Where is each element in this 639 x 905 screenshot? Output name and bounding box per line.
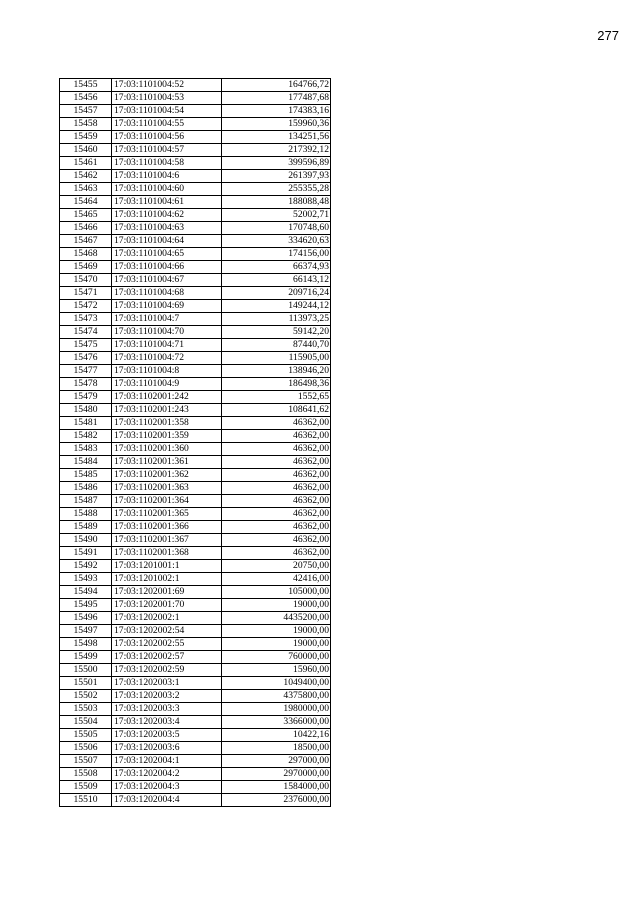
cadastral-number-cell: 17:03:1101004:7	[112, 313, 222, 326]
value-amount-cell: 115905,00	[222, 352, 331, 365]
row-number-cell: 15475	[60, 339, 112, 352]
cadastral-number-cell: 17:03:1101004:8	[112, 365, 222, 378]
cadastral-number-cell: 17:03:1101004:6	[112, 170, 222, 183]
row-number-cell: 15492	[60, 560, 112, 573]
value-amount-cell: 46362,00	[222, 534, 331, 547]
cadastral-number-cell: 17:03:1202003:3	[112, 703, 222, 716]
row-number-cell: 15505	[60, 729, 112, 742]
cadastral-number-cell: 17:03:1101004:9	[112, 378, 222, 391]
value-amount-cell: 66143,12	[222, 274, 331, 287]
value-amount-cell: 1552,65	[222, 391, 331, 404]
cadastral-number-cell: 17:03:1101004:69	[112, 300, 222, 313]
row-number-cell: 15455	[60, 79, 112, 92]
row-number-cell: 15482	[60, 430, 112, 443]
row-number-cell: 15510	[60, 794, 112, 807]
table-row	[60, 300, 331, 313]
value-amount-cell: 2970000,00	[222, 768, 331, 781]
table-row	[60, 651, 331, 664]
cadastral-number-cell: 17:03:1101004:63	[112, 222, 222, 235]
cadastral-number-cell: 17:03:1102001:363	[112, 482, 222, 495]
row-number-cell: 15480	[60, 404, 112, 417]
table-row	[60, 222, 331, 235]
row-number-cell: 15460	[60, 144, 112, 157]
value-amount-cell: 20750,00	[222, 560, 331, 573]
cadastral-number-cell: 17:03:1102001:362	[112, 469, 222, 482]
cadastral-value-table	[59, 78, 331, 807]
table-row	[60, 690, 331, 703]
row-number-cell: 15479	[60, 391, 112, 404]
value-amount-cell: 334620,63	[222, 235, 331, 248]
value-amount-cell: 399596,89	[222, 157, 331, 170]
table-row	[60, 287, 331, 300]
table-row	[60, 430, 331, 443]
value-amount-cell: 138946,20	[222, 365, 331, 378]
row-number-cell: 15462	[60, 170, 112, 183]
row-number-cell: 15498	[60, 638, 112, 651]
value-amount-cell: 2376000,00	[222, 794, 331, 807]
value-amount-cell: 46362,00	[222, 482, 331, 495]
cadastral-number-cell: 17:03:1202004:4	[112, 794, 222, 807]
table-row	[60, 105, 331, 118]
row-number-cell: 15456	[60, 92, 112, 105]
table-row	[60, 170, 331, 183]
value-amount-cell: 19000,00	[222, 638, 331, 651]
row-number-cell: 15476	[60, 352, 112, 365]
table-row	[60, 144, 331, 157]
row-number-cell: 15508	[60, 768, 112, 781]
cadastral-number-cell: 17:03:1202004:3	[112, 781, 222, 794]
cadastral-number-cell: 17:03:1202002:57	[112, 651, 222, 664]
row-number-cell: 15483	[60, 443, 112, 456]
table-row	[60, 768, 331, 781]
value-amount-cell: 177487,68	[222, 92, 331, 105]
value-amount-cell: 760000,00	[222, 651, 331, 664]
value-amount-cell: 46362,00	[222, 430, 331, 443]
cadastral-number-cell: 17:03:1202002:54	[112, 625, 222, 638]
value-amount-cell: 134251,56	[222, 131, 331, 144]
value-amount-cell: 297000,00	[222, 755, 331, 768]
row-number-cell: 15464	[60, 196, 112, 209]
table-row	[60, 482, 331, 495]
cadastral-number-cell: 17:03:1202004:1	[112, 755, 222, 768]
row-number-cell: 15490	[60, 534, 112, 547]
cadastral-number-cell: 17:03:1101004:70	[112, 326, 222, 339]
cadastral-number-cell: 17:03:1101004:53	[112, 92, 222, 105]
value-amount-cell: 255355,28	[222, 183, 331, 196]
table-row	[60, 521, 331, 534]
value-amount-cell: 174383,16	[222, 105, 331, 118]
value-amount-cell: 174156,00	[222, 248, 331, 261]
value-amount-cell: 1980000,00	[222, 703, 331, 716]
row-number-cell: 15509	[60, 781, 112, 794]
row-number-cell: 15493	[60, 573, 112, 586]
table-row	[60, 664, 331, 677]
value-amount-cell: 149244,12	[222, 300, 331, 313]
value-amount-cell: 46362,00	[222, 469, 331, 482]
cadastral-number-cell: 17:03:1101004:65	[112, 248, 222, 261]
cadastral-number-cell: 17:03:1101004:64	[112, 235, 222, 248]
table-row	[60, 716, 331, 729]
value-amount-cell: 59142,20	[222, 326, 331, 339]
table-row	[60, 118, 331, 131]
cadastral-number-cell: 17:03:1101004:67	[112, 274, 222, 287]
row-number-cell: 15489	[60, 521, 112, 534]
row-number-cell: 15469	[60, 261, 112, 274]
value-amount-cell: 46362,00	[222, 508, 331, 521]
cadastral-number-cell: 17:03:1101004:72	[112, 352, 222, 365]
value-amount-cell: 4375800,00	[222, 690, 331, 703]
table-row	[60, 755, 331, 768]
table-row	[60, 157, 331, 170]
row-number-cell: 15466	[60, 222, 112, 235]
cadastral-number-cell: 17:03:1102001:243	[112, 404, 222, 417]
table-row	[60, 495, 331, 508]
cadastral-number-cell: 17:03:1102001:365	[112, 508, 222, 521]
table-row	[60, 794, 331, 807]
table-row	[60, 248, 331, 261]
row-number-cell: 15494	[60, 586, 112, 599]
table-row	[60, 677, 331, 690]
value-amount-cell: 46362,00	[222, 521, 331, 534]
cadastral-number-cell: 17:03:1101004:71	[112, 339, 222, 352]
row-number-cell: 15487	[60, 495, 112, 508]
table-row	[60, 469, 331, 482]
value-amount-cell: 186498,36	[222, 378, 331, 391]
row-number-cell: 15470	[60, 274, 112, 287]
value-amount-cell: 15960,00	[222, 664, 331, 677]
cadastral-number-cell: 17:03:1101004:60	[112, 183, 222, 196]
row-number-cell: 15502	[60, 690, 112, 703]
cadastral-number-cell: 17:03:1202002:1	[112, 612, 222, 625]
table-row	[60, 131, 331, 144]
value-amount-cell: 87440,70	[222, 339, 331, 352]
row-number-cell: 15485	[60, 469, 112, 482]
row-number-cell: 15491	[60, 547, 112, 560]
table-body	[60, 79, 331, 807]
cadastral-number-cell: 17:03:1102001:368	[112, 547, 222, 560]
table-row	[60, 547, 331, 560]
table-row	[60, 79, 331, 92]
table-row	[60, 365, 331, 378]
cadastral-number-cell: 17:03:1102001:358	[112, 417, 222, 430]
table-row	[60, 378, 331, 391]
table-row	[60, 417, 331, 430]
value-amount-cell: 42416,00	[222, 573, 331, 586]
value-amount-cell: 18500,00	[222, 742, 331, 755]
table-row	[60, 599, 331, 612]
row-number-cell: 15471	[60, 287, 112, 300]
table-row	[60, 534, 331, 547]
table-row	[60, 703, 331, 716]
table-row	[60, 391, 331, 404]
row-number-cell: 15500	[60, 664, 112, 677]
cadastral-number-cell: 17:03:1201001:1	[112, 560, 222, 573]
row-number-cell: 15468	[60, 248, 112, 261]
table-row	[60, 196, 331, 209]
cadastral-number-cell: 17:03:1202003:5	[112, 729, 222, 742]
row-number-cell: 15497	[60, 625, 112, 638]
table-row	[60, 235, 331, 248]
value-amount-cell: 1049400,00	[222, 677, 331, 690]
cadastral-number-cell: 17:03:1102001:359	[112, 430, 222, 443]
cadastral-number-cell: 17:03:1202004:2	[112, 768, 222, 781]
cadastral-number-cell: 17:03:1101004:54	[112, 105, 222, 118]
row-number-cell: 15467	[60, 235, 112, 248]
row-number-cell: 15477	[60, 365, 112, 378]
table-row	[60, 326, 331, 339]
row-number-cell: 15457	[60, 105, 112, 118]
cadastral-number-cell: 17:03:1102001:364	[112, 495, 222, 508]
cadastral-number-cell: 17:03:1101004:68	[112, 287, 222, 300]
value-amount-cell: 19000,00	[222, 625, 331, 638]
cadastral-number-cell: 17:03:1202001:70	[112, 599, 222, 612]
cadastral-number-cell: 17:03:1202003:2	[112, 690, 222, 703]
table-row	[60, 261, 331, 274]
table-row	[60, 92, 331, 105]
value-amount-cell: 46362,00	[222, 547, 331, 560]
cadastral-number-cell: 17:03:1202003:4	[112, 716, 222, 729]
table-row	[60, 781, 331, 794]
cadastral-number-cell: 17:03:1101004:55	[112, 118, 222, 131]
page-number: 277	[597, 28, 619, 43]
table-row	[60, 404, 331, 417]
cadastral-number-cell: 17:03:1101004:58	[112, 157, 222, 170]
value-amount-cell: 46362,00	[222, 456, 331, 469]
row-number-cell: 15478	[60, 378, 112, 391]
cadastral-number-cell: 17:03:1102001:242	[112, 391, 222, 404]
row-number-cell: 15506	[60, 742, 112, 755]
row-number-cell: 15488	[60, 508, 112, 521]
row-number-cell: 15459	[60, 131, 112, 144]
row-number-cell: 15501	[60, 677, 112, 690]
cadastral-number-cell: 17:03:1101004:66	[112, 261, 222, 274]
value-amount-cell: 113973,25	[222, 313, 331, 326]
cadastral-number-cell: 17:03:1101004:52	[112, 79, 222, 92]
row-number-cell: 15504	[60, 716, 112, 729]
table-row	[60, 508, 331, 521]
cadastral-number-cell: 17:03:1201002:1	[112, 573, 222, 586]
table-row	[60, 183, 331, 196]
value-amount-cell: 188088,48	[222, 196, 331, 209]
row-number-cell: 15463	[60, 183, 112, 196]
table-row	[60, 456, 331, 469]
value-amount-cell: 105000,00	[222, 586, 331, 599]
cadastral-number-cell: 17:03:1202001:69	[112, 586, 222, 599]
value-amount-cell: 108641,62	[222, 404, 331, 417]
value-amount-cell: 217392,12	[222, 144, 331, 157]
table-row	[60, 625, 331, 638]
row-number-cell: 15496	[60, 612, 112, 625]
cadastral-number-cell: 17:03:1202002:59	[112, 664, 222, 677]
table-row	[60, 313, 331, 326]
cadastral-number-cell: 17:03:1202002:55	[112, 638, 222, 651]
cadastral-number-cell: 17:03:1202003:6	[112, 742, 222, 755]
value-amount-cell: 66374,93	[222, 261, 331, 274]
table-row	[60, 209, 331, 222]
table-row	[60, 742, 331, 755]
row-number-cell: 15473	[60, 313, 112, 326]
table-row	[60, 443, 331, 456]
value-amount-cell: 159960,36	[222, 118, 331, 131]
row-number-cell: 15474	[60, 326, 112, 339]
table-row	[60, 729, 331, 742]
cadastral-number-cell: 17:03:1102001:360	[112, 443, 222, 456]
value-amount-cell: 46362,00	[222, 495, 331, 508]
row-number-cell: 15495	[60, 599, 112, 612]
table-row	[60, 586, 331, 599]
table-row	[60, 274, 331, 287]
row-number-cell: 15486	[60, 482, 112, 495]
table-row	[60, 612, 331, 625]
table-row	[60, 560, 331, 573]
cadastral-number-cell: 17:03:1101004:62	[112, 209, 222, 222]
value-amount-cell: 46362,00	[222, 443, 331, 456]
value-amount-cell: 10422,16	[222, 729, 331, 742]
row-number-cell: 15503	[60, 703, 112, 716]
cadastral-number-cell: 17:03:1102001:366	[112, 521, 222, 534]
cadastral-number-cell: 17:03:1101004:61	[112, 196, 222, 209]
table-row	[60, 638, 331, 651]
value-amount-cell: 170748,60	[222, 222, 331, 235]
value-amount-cell: 46362,00	[222, 417, 331, 430]
cadastral-number-cell: 17:03:1102001:361	[112, 456, 222, 469]
value-amount-cell: 52002,71	[222, 209, 331, 222]
value-amount-cell: 3366000,00	[222, 716, 331, 729]
value-amount-cell: 1584000,00	[222, 781, 331, 794]
row-number-cell: 15472	[60, 300, 112, 313]
value-amount-cell: 4435200,00	[222, 612, 331, 625]
table-row	[60, 339, 331, 352]
row-number-cell: 15507	[60, 755, 112, 768]
row-number-cell: 15499	[60, 651, 112, 664]
row-number-cell: 15465	[60, 209, 112, 222]
row-number-cell: 15481	[60, 417, 112, 430]
value-amount-cell: 261397,93	[222, 170, 331, 183]
table-row	[60, 352, 331, 365]
value-amount-cell: 19000,00	[222, 599, 331, 612]
cadastral-number-cell: 17:03:1202003:1	[112, 677, 222, 690]
value-amount-cell: 164766,72	[222, 79, 331, 92]
row-number-cell: 15458	[60, 118, 112, 131]
cadastral-number-cell: 17:03:1101004:57	[112, 144, 222, 157]
row-number-cell: 15484	[60, 456, 112, 469]
table-row	[60, 573, 331, 586]
cadastral-number-cell: 17:03:1101004:56	[112, 131, 222, 144]
cadastral-number-cell: 17:03:1102001:367	[112, 534, 222, 547]
row-number-cell: 15461	[60, 157, 112, 170]
value-amount-cell: 209716,24	[222, 287, 331, 300]
